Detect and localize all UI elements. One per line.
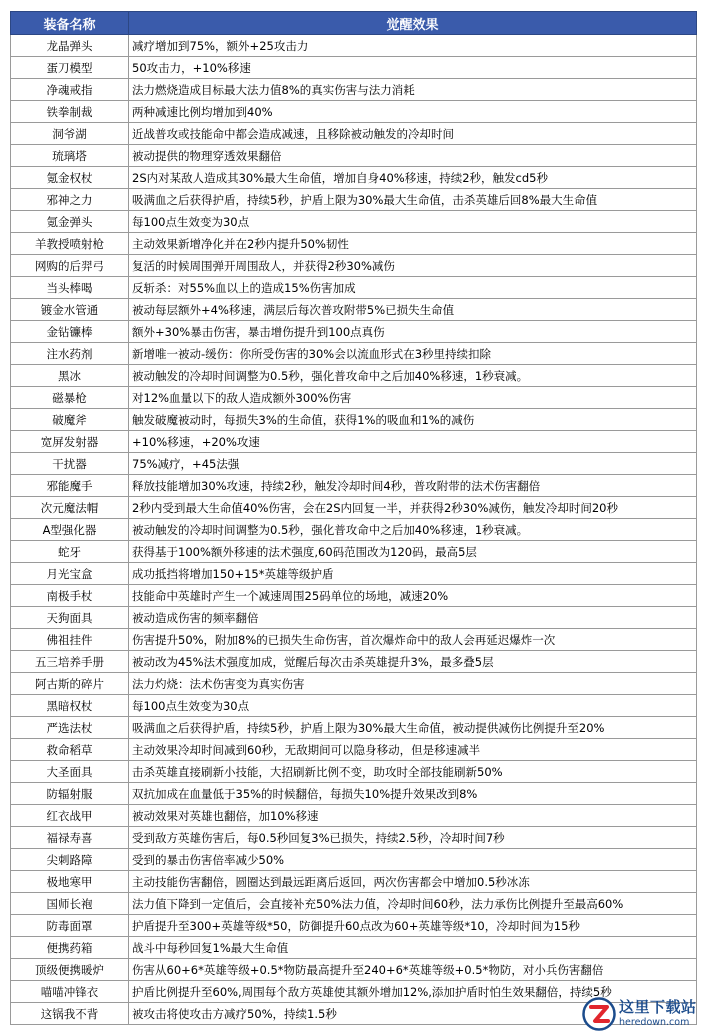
table-row [11,453,697,475]
awakening-effect-cell: 被动触发的冷却时间调整为0.5秒，强化普攻命中之后加40%移速，1秒衰减。 [129,365,697,387]
awakening-effect-cell: 反斩杀：对55%血以上的造成15%伤害加成 [129,277,697,299]
awakening-effect-cell: 两种减速比例均增加到40% [129,101,697,123]
equipment-name-cell: 琉璃塔 [11,145,129,167]
awakening-effect-cell: 被攻击将使攻击方减疗50%，持续1.5秒 [129,1003,697,1025]
table-row [11,365,697,387]
awakening-effect-cell: 护盾提升至300+英雄等级*50，防御提升60点改为60+英雄等级*10，冷却时间为15秒 [129,915,697,937]
table-header-row [11,12,697,35]
awakening-effect-cell: 法力值下降到一定值后，会直接补充50%法力值，冷却时间60秒，法力承伤比例提升至最高60% [129,893,697,915]
table-row [11,497,697,519]
table-row [11,189,697,211]
awakening-effect-cell: 主动效果新增净化并在2秒内提升50%韧性 [129,233,697,255]
heredown-logo-icon [582,997,616,1031]
equipment-name-cell: 大圣面具 [11,761,129,783]
awakening-effect-cell: 双抗加成在血量低于35%的时候翻倍，每损失10%提升效果改到8% [129,783,697,805]
table-row [11,475,697,497]
header-awakening-effect: 觉醒效果 [129,12,697,35]
table-row [11,871,697,893]
equipment-name-cell: 月光宝盒 [11,563,129,585]
table-body [11,35,697,1025]
awakening-effect-cell: 法力灼烧：法术伤害变为真实伤害 [129,673,697,695]
awakening-effect-cell: 被动提供的物理穿透效果翻倍 [129,145,697,167]
equipment-name-cell: 羊教授喷射枪 [11,233,129,255]
equipment-name-cell: 黑暗权杖 [11,695,129,717]
header-equipment-name: 装备名称 [11,12,129,35]
table-row [11,321,697,343]
awakening-effect-cell: 护盾比例提升至60%,周围每个敌方英雄使其额外增加12%,添加护盾时怕生效果翻倍，持续5秒 [129,981,697,1003]
watermark-site-url: heredown.com [619,1017,690,1029]
awakening-effect-cell: 复活的时候周围弹开周围敌人，并获得2秒30%减伤 [129,255,697,277]
awakening-effect-cell: 2秒内受到最大生命值40%伤害，会在2S内回复一半，并获得2秒30%减伤，触发冷却时间20秒 [129,497,697,519]
awakening-effect-cell: 受到的暴击伤害倍率减少50% [129,849,697,871]
awakening-effect-cell: 触发破魔被动时，每损失3%的生命值，获得1%的吸血和1%的减伤 [129,409,697,431]
equipment-name-cell: 破魔斧 [11,409,129,431]
awakening-effect-cell: 被动效果对英雄也翻倍，加10%移速 [129,805,697,827]
table-row [11,739,697,761]
equipment-name-cell: 福禄寿喜 [11,827,129,849]
equipment-name-cell: 五三培养手册 [11,651,129,673]
equipment-name-cell: 氪金弹头 [11,211,129,233]
awakening-effect-cell: 受到敌方英雄伤害后，每0.5秒回复3%已损失，持续2.5秒，冷却时间7秒 [129,827,697,849]
awakening-effect-cell: 每100点生效变为30点 [129,695,697,717]
equipment-name-cell: 顶级便携暖炉 [11,959,129,981]
equipment-name-cell: 镀金水管通 [11,299,129,321]
table-row [11,79,697,101]
table-row [11,717,697,739]
awakening-effect-cell: 击杀英雄直接刷新小技能，大招刷新比例不变，助攻时全部技能刷新50% [129,761,697,783]
table-row [11,585,697,607]
awakening-effect-cell: 伤害从60+6*英雄等级+0.5*物防最高提升至240+6*英雄等级+0.5*物防，对小兵伤害翻倍 [129,959,697,981]
awakening-effect-cell: 75%减疗，+45法强 [129,453,697,475]
table-row [11,35,697,57]
table-row [11,783,697,805]
awakening-effect-cell: 每100点生效变为30点 [129,211,697,233]
awakening-effect-cell: 法力燃烧造成目标最大法力值8%的真实伤害与法力消耗 [129,79,697,101]
awakening-effect-cell: 减疗增加到75%，额外+25攻击力 [129,35,697,57]
awakening-effect-cell: 对12%血量以下的敌人造成额外300%伤害 [129,387,697,409]
table-row [11,387,697,409]
awakening-effect-cell: 额外+30%暴击伤害，暴击增伤提升到100点真伤 [129,321,697,343]
table-row [11,849,697,871]
equipment-name-cell: 救命稻草 [11,739,129,761]
equipment-name-cell: 洞爷湖 [11,123,129,145]
table-row [11,629,697,651]
equipment-name-cell: A型强化器 [11,519,129,541]
equipment-name-cell: 红衣战甲 [11,805,129,827]
awakening-effect-cell: 吸满血之后获得护盾，持续5秒，护盾上限为30%最大生命值，击杀英雄后回8%最大生命值 [129,189,697,211]
table-row [11,299,697,321]
table-row [11,673,697,695]
equipment-name-cell: 这锅我不背 [11,1003,129,1025]
equipment-name-cell: 蛋刀模型 [11,57,129,79]
table-row [11,827,697,849]
table-row [11,893,697,915]
equipment-name-cell: 磁暴枪 [11,387,129,409]
table-row [11,805,697,827]
table-row [11,431,697,453]
watermark-site-name: 这里下载站 [619,998,697,1017]
awakening-effect-cell: +10%移速，+20%攻速 [129,431,697,453]
awakening-effect-cell: 被动改为45%法术强度加成，觉醒后每次击杀英雄提升3%，最多叠5层 [129,651,697,673]
table-row [11,541,697,563]
equipment-name-cell: 铁拳制裁 [11,101,129,123]
table-row [11,145,697,167]
table-row [11,167,697,189]
awakening-effect-cell: 新增唯一被动-缓伤：你所受伤害的30%会以流血形式在3秒里持续扣除 [129,343,697,365]
equipment-name-cell: 天狗面具 [11,607,129,629]
awakening-effect-cell: 近战普攻或技能命中都会造成减速，且移除被动触发的冷却时间 [129,123,697,145]
table-row [11,607,697,629]
equipment-name-cell: 喵喵冲锋衣 [11,981,129,1003]
table-row [11,57,697,79]
awakening-effect-cell: 主动技能伤害翻倍，圆圈达到最远距离后返回，两次伤害都会中增加0.5秒冰冻 [129,871,697,893]
equipment-name-cell: 次元魔法帽 [11,497,129,519]
equipment-name-cell: 蛇牙 [11,541,129,563]
equipment-name-cell: 干扰器 [11,453,129,475]
equipment-name-cell: 网购的后羿弓 [11,255,129,277]
equipment-name-cell: 金钻镰棒 [11,321,129,343]
awakening-effect-cell: 主动效果冷却时间减到60秒，无敌期间可以隐身移动，但是移速减半 [129,739,697,761]
table-row [11,101,697,123]
awakening-effect-cell: 成功抵挡将增加150+15*英雄等级护盾 [129,563,697,585]
awakening-effect-cell: 被动造成伤害的频率翻倍 [129,607,697,629]
equipment-name-cell: 南极手杖 [11,585,129,607]
awakening-effect-cell: 战斗中每秒回复1%最大生命值 [129,937,697,959]
table-row [11,695,697,717]
table-row [11,937,697,959]
table-row [11,915,697,937]
equipment-name-cell: 黑冰 [11,365,129,387]
equipment-name-cell: 氪金权杖 [11,167,129,189]
table-row [11,343,697,365]
table-row [11,255,697,277]
table-row [11,211,697,233]
table-row [11,233,697,255]
table-row [11,123,697,145]
equipment-name-cell: 邪神之力 [11,189,129,211]
awakening-effect-cell: 伤害提升50%，附加8%的已损失生命伤害，首次爆炸命中的敌人会再延迟爆炸一次 [129,629,697,651]
equipment-name-cell: 极地寒甲 [11,871,129,893]
equipment-name-cell: 净魂戒指 [11,79,129,101]
awakening-effect-cell: 被动触发的冷却时间调整为0.5秒，强化普攻命中之后加40%移速，1秒衰减。 [129,519,697,541]
table-row [11,651,697,673]
table-row [11,563,697,585]
equipment-name-cell: 注水药剂 [11,343,129,365]
awakening-effects-table [10,11,697,1025]
table-row [11,761,697,783]
awakening-effect-cell: 获得基于100%额外移速的法术强度,60码范围改为120码，最高5层 [129,541,697,563]
table-row [11,277,697,299]
watermark [582,996,704,1032]
equipment-name-cell: 便携药箱 [11,937,129,959]
equipment-name-cell: 当头棒喝 [11,277,129,299]
equipment-name-cell: 宽屏发射器 [11,431,129,453]
awakening-effect-cell: 被动每层额外+4%移速，满层后每次普攻附带5%已损失生命值 [129,299,697,321]
table-row [11,959,697,981]
equipment-name-cell: 龙晶弹头 [11,35,129,57]
equipment-name-cell: 防毒面罩 [11,915,129,937]
awakening-effect-cell: 技能命中英雄时产生一个减速周围25码单位的场地，减速20% [129,585,697,607]
equipment-name-cell: 佛祖挂件 [11,629,129,651]
equipment-name-cell: 防辐射服 [11,783,129,805]
awakening-effect-cell: 释放技能增加30%攻速，持续2秒，触发冷却时间4秒，普攻附带的法术伤害翻倍 [129,475,697,497]
equipment-name-cell: 国师长袍 [11,893,129,915]
equipment-name-cell: 尖刺路障 [11,849,129,871]
equipment-name-cell: 阿古斯的碎片 [11,673,129,695]
awakening-effect-cell: 吸满血之后获得护盾，持续5秒，护盾上限为30%最大生命值，被动提供减伤比例提升至20% [129,717,697,739]
table-row [11,519,697,541]
table-row [11,409,697,431]
equipment-name-cell: 严选法杖 [11,717,129,739]
equipment-name-cell: 邪能魔手 [11,475,129,497]
awakening-effect-cell: 2S内对某敌人造成其30%最大生命值，增加自身40%移速，持续2秒，触发cd5秒 [129,167,697,189]
awakening-effect-cell: 50攻击力，+10%移速 [129,57,697,79]
